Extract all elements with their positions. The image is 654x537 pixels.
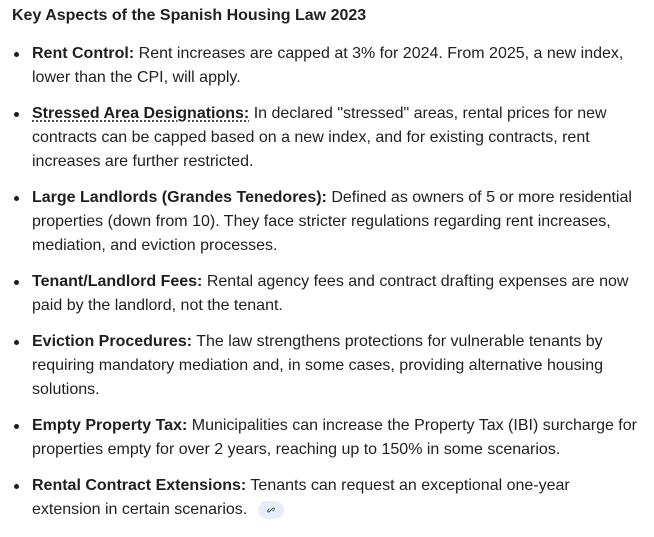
list-item-rent-control [12, 42, 642, 90]
link-icon [265, 504, 277, 516]
item-term: Tenant/Landlord Fees: [32, 273, 203, 290]
item-term: Eviction Procedures: [32, 333, 193, 350]
page-title: Key Aspects of the Spanish Housing Law 2023 [12, 7, 367, 24]
item-text: Tenants can request an exceptional one-year extension in certain scenarios. [32, 477, 570, 518]
item-term: Large Landlords (Grandes Tenedores): [32, 189, 327, 206]
bullet-icon [14, 52, 19, 57]
item-term: Rental Contract Extensions: [32, 477, 247, 494]
item-term: Empty Property Tax: [32, 417, 188, 434]
bullet-icon [14, 196, 19, 201]
bullet-icon [14, 484, 19, 489]
list-item-stressed-areas [12, 102, 642, 174]
bullet-icon [14, 112, 19, 117]
item-text: Rent increases are capped at 3% for 2024. From 2025, a new index, lower than the CPI, will apply. [32, 45, 624, 86]
list-item-fees [12, 270, 642, 318]
item-text: The law strengthens protections for vulnerable tenants by requiring mandatory mediation and, in some cases, providing alternative housing solutions. [32, 333, 603, 398]
list-item-empty-property-tax [12, 414, 642, 462]
item-text: Defined as owners of 5 or more residential properties (down from 10). They face stricter regulations regarding rent increases, mediation, and eviction processes. [32, 189, 632, 254]
item-text: Rental agency fees and contract drafting expenses are now paid by the landlord, not the tenant. [32, 273, 629, 314]
item-text: In declared "stressed" areas, rental prices for new contracts can be capped based on a new index, and for existing contracts, rent increases are further restricted. [32, 105, 607, 170]
list-item-large-landlords [12, 186, 642, 258]
list-item-contract-extensions [12, 474, 642, 522]
item-term: Stressed Area Designations: [32, 105, 250, 122]
item-text: Municipalities can increase the Property Tax (IBI) surcharge for properties empty for over 2 years, reaching up to 150% in some scenarios. [32, 417, 637, 458]
key-aspects-list [12, 42, 642, 522]
bullet-icon [14, 340, 19, 345]
bullet-icon [14, 280, 19, 285]
source-link-chip[interactable] [258, 501, 284, 519]
item-term: Rent Control: [32, 45, 135, 62]
list-item-eviction [12, 330, 642, 402]
bullet-icon [14, 424, 19, 429]
